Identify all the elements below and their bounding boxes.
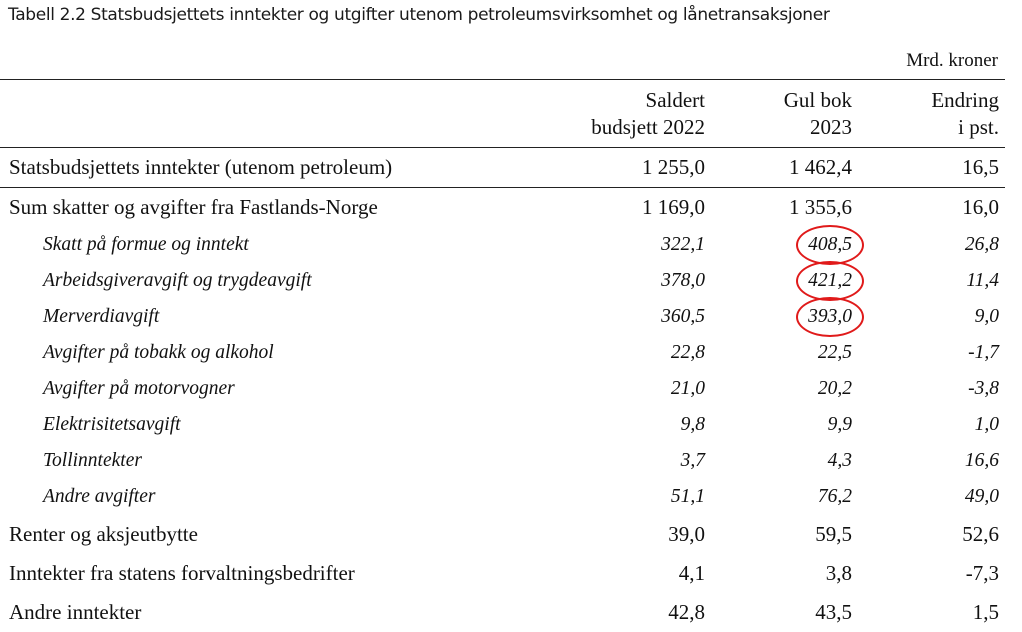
row-label: Merverdiavgift [43, 306, 160, 327]
row-label: Andre inntekter [9, 600, 142, 624]
unit-label: Mrd. kroner [906, 50, 998, 71]
cell-endring: 1,5 [972, 600, 999, 624]
row-label: Tollinntekter [43, 450, 142, 471]
row-label: Skatt på formue og inntekt [43, 234, 249, 255]
table-row [0, 371, 1005, 407]
col-header-gul-bok: Gul bok 2023 [707, 80, 854, 148]
cell-gul-bok: 3,8 [825, 561, 852, 585]
cell-gul-bok: 4,3 [827, 450, 852, 471]
cell-gul-bok [707, 227, 854, 263]
cell-saldert: 9,8 [680, 414, 705, 435]
table-row [0, 335, 1005, 371]
cell-saldert: 21,0 [670, 378, 705, 399]
table-row [0, 148, 1005, 188]
header-row [0, 80, 1005, 148]
cell-saldert: 360,5 [661, 306, 705, 327]
row-label: Sum skatter og avgifter fra Fastlands-Norge [9, 195, 378, 219]
cell-gul-bok: 59,5 [815, 522, 852, 546]
cell-endring: 26,8 [964, 234, 999, 255]
cell-endring: 16,6 [964, 450, 999, 471]
table-row [0, 554, 1005, 593]
circled-value: 421,2 [808, 270, 852, 291]
cell-endring: 16,5 [854, 148, 1005, 188]
table-row [0, 593, 1005, 632]
cell-endring: 16,0 [962, 195, 999, 219]
cell-endring: 11,4 [966, 270, 999, 291]
col-header-endring: Endring i pst. [854, 80, 1005, 148]
cell-endring: 52,6 [962, 522, 999, 546]
cell-saldert: 4,1 [678, 561, 705, 585]
table-row [0, 443, 1005, 479]
cell-gul-bok: 1 462,4 [707, 148, 854, 188]
row-label: Arbeidsgiveravgift og trygdeavgift [43, 270, 312, 291]
cell-endring: 49,0 [964, 486, 999, 507]
cell-saldert: 378,0 [661, 270, 705, 291]
cell-saldert: 322,1 [661, 234, 705, 255]
cell-saldert: 22,8 [670, 342, 705, 363]
cell-gul-bok: 22,5 [817, 342, 852, 363]
row-label: Avgifter på tobakk og alkohol [43, 342, 274, 363]
row-label: Andre avgifter [43, 486, 156, 507]
row-label: Avgifter på motorvogner [43, 378, 235, 399]
table-row [0, 407, 1005, 443]
cell-gul-bok: 1 355,6 [789, 195, 852, 219]
cell-saldert: 42,8 [668, 600, 705, 624]
cell-endring: 1,0 [974, 414, 999, 435]
budget-table [0, 80, 1005, 632]
cell-saldert: 39,0 [668, 522, 705, 546]
table-row [0, 479, 1005, 515]
cell-gul-bok: 43,5 [815, 600, 852, 624]
cell-gul-bok: 9,9 [827, 414, 852, 435]
circled-value: 408,5 [808, 234, 852, 255]
cell-gul-bok: 20,2 [817, 378, 852, 399]
table-row [0, 515, 1005, 554]
cell-saldert: 51,1 [670, 486, 705, 507]
header-label-cell [0, 80, 555, 148]
row-label: Statsbudsjettets inntekter (utenom petroleum) [0, 148, 555, 188]
circled-value: 393,0 [808, 306, 852, 327]
cell-gul-bok [707, 299, 854, 335]
cell-gul-bok [707, 263, 854, 299]
table-title: Tabell 2.2 Statsbudsjettets inntekter og utgifter utenom petroleumsvirksomhet og lånetransaksjoner [8, 5, 830, 25]
cell-saldert: 1 169,0 [642, 195, 705, 219]
cell-saldert: 1 255,0 [555, 148, 707, 188]
col-header-saldert: Saldert budsjett 2022 [555, 80, 707, 148]
cell-endring: -3,8 [968, 378, 999, 399]
cell-endring: -1,7 [968, 342, 999, 363]
cell-gul-bok: 76,2 [817, 486, 852, 507]
table-row [0, 227, 1005, 263]
cell-saldert: 3,7 [680, 450, 705, 471]
row-label: Renter og aksjeutbytte [9, 522, 198, 546]
row-label: Elektrisitetsavgift [43, 414, 181, 435]
cell-endring: -7,3 [965, 561, 999, 585]
row-label: Inntekter fra statens forvaltningsbedrifter [9, 561, 355, 585]
table-row [0, 188, 1005, 228]
table-row [0, 299, 1005, 335]
table-row [0, 263, 1005, 299]
cell-endring: 9,0 [974, 306, 999, 327]
